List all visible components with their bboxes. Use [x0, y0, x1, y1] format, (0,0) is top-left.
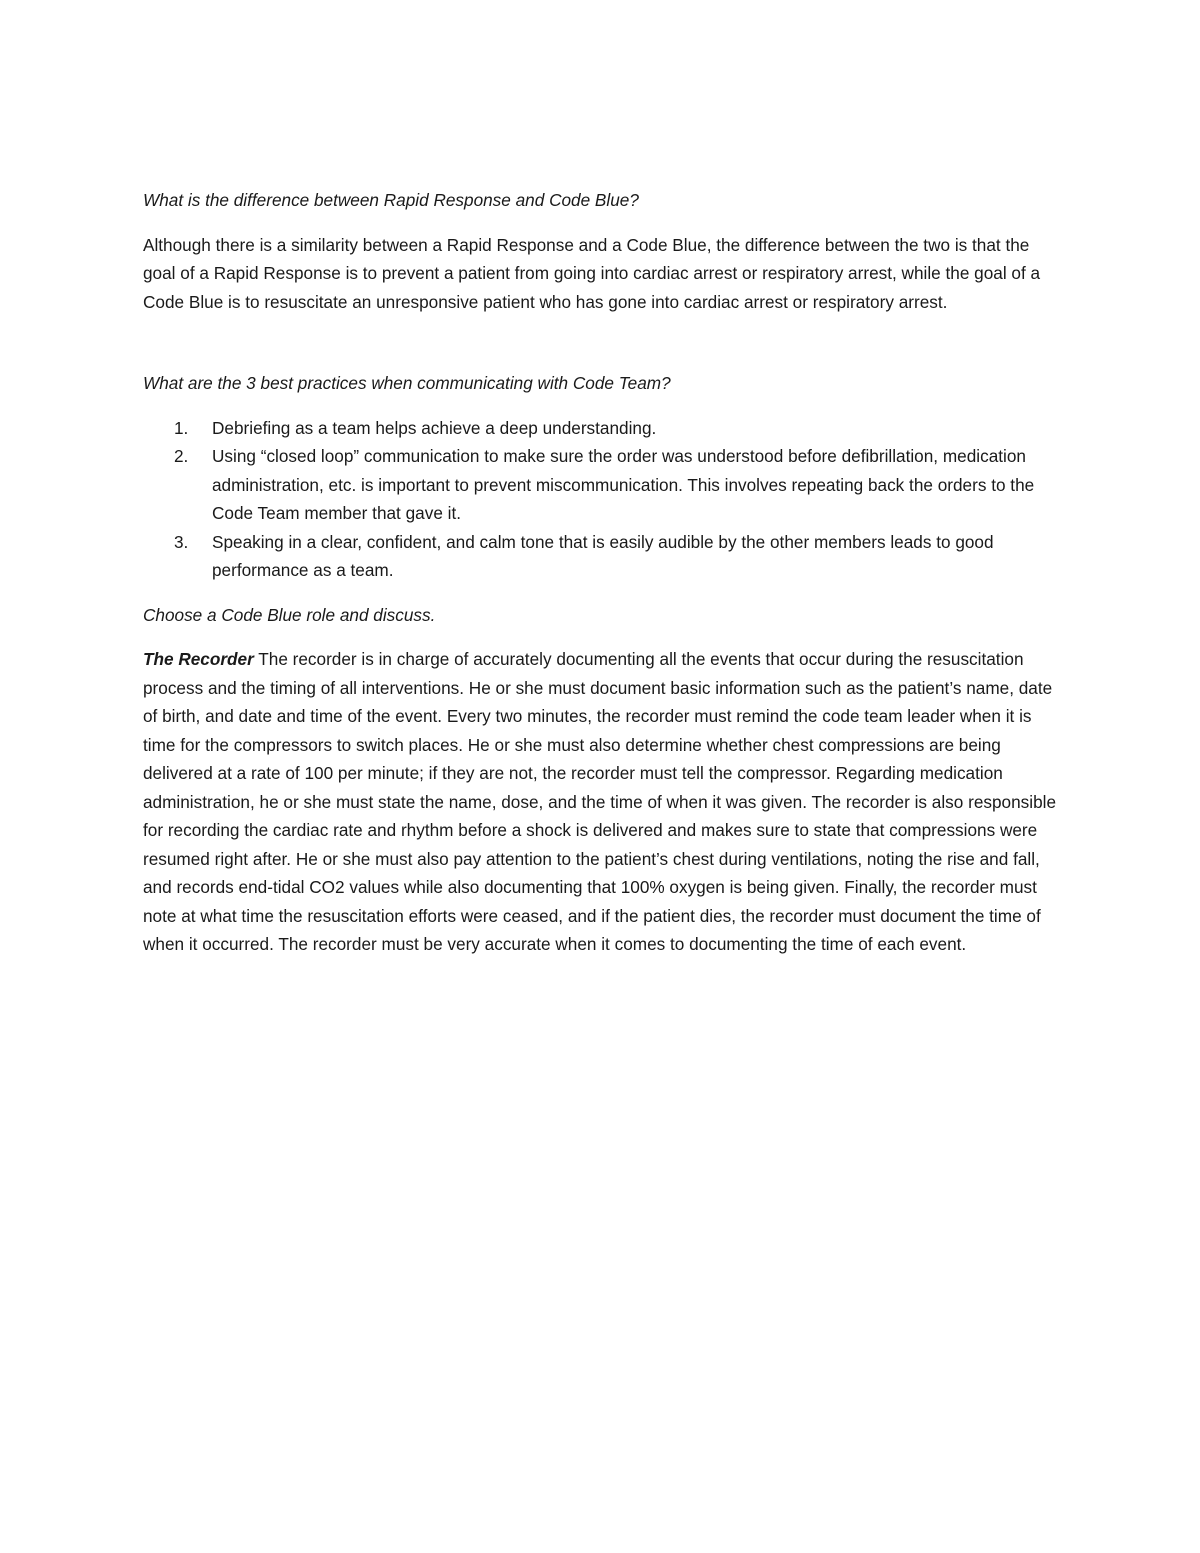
- question-rapid-response-vs-code-blue: What is the difference between Rapid Response and Code Blue?: [143, 190, 639, 210]
- list-item-number: 1.: [174, 417, 189, 438]
- list-item: [143, 528, 1063, 585]
- list-item: [143, 414, 1063, 443]
- list-item-number: 3.: [174, 531, 189, 552]
- list-item-text: Debriefing as a team helps achieve a deep understanding.: [212, 417, 657, 438]
- list-item: [143, 442, 1063, 528]
- list-item-text: Using “closed loop” communication to make sure the order was understood before defibrillation, medication administration, etc. is important to prevent miscommunication. This involves repeating back the orders to the Code Team member that gave it.: [212, 446, 1035, 523]
- answer-code-blue-role: [143, 645, 1063, 959]
- best-practices-list: [143, 414, 1063, 585]
- question-code-blue-role: Choose a Code Blue role and discuss.: [143, 604, 436, 625]
- list-item-number: 2.: [174, 446, 189, 466]
- document-page: [143, 186, 1063, 959]
- role-description: The recorder is in charge of accurately documenting all the events that occur during the resuscitation process and the timing of all interventions. He or she must document basic information such as the patient’s name, date of birth, and date and time of the event. Every two minutes, the recorder must remind the code team leader when it is time for the compressors to switch places. He or she must also determine whether chest compressions are being delivered at a rate of 100 per minute; if they are not, the recorder must tell the compressor. Regarding medication administration, he or she must state the name, dose, and the time of when it was given. The recorder is also responsible for recording the cardiac rate and rhythm before a shock is delivered and makes sure to state that compressions were resumed right after. He or she must also pay attention to the patient’s chest during ventilations, noting the rise and fall, and records end-tidal CO2 values while also documenting that 100% oxygen is being given. Finally, the recorder must note at what time the resuscitation efforts were ceased, and if the patient dies, the recorder must document the time of when it occurred. The recorder must be very accurate when it comes to documenting the time of each event.: [143, 649, 1057, 954]
- answer-rapid-response-vs-code-blue: Although there is a similarity between a Rapid Response and a Code Blue, the difference between the two is that the goal of a Rapid Response is to prevent a patient from going into cardiac arrest or respiratory arrest, while the goal of a Code Blue is to resuscitate an unresponsive patient who has gone into cardiac arrest or respiratory arrest.: [143, 234, 1041, 312]
- role-title: The Recorder: [143, 649, 254, 669]
- question-best-practices: What are the 3 best practices when communicating with Code Team?: [143, 373, 671, 393]
- list-item-text: Speaking in a clear, confident, and calm tone that is easily audible by the other members leads to good performance as a team.: [212, 531, 994, 580]
